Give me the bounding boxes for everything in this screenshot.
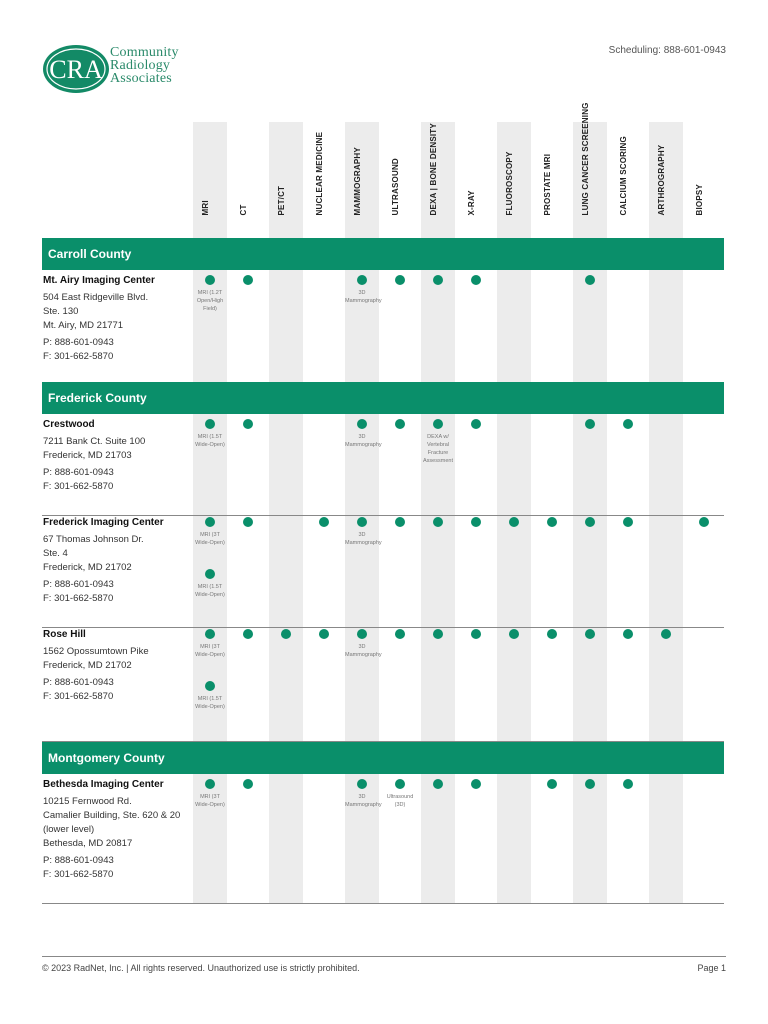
address-line: 10215 Fernwood Rd.	[43, 796, 132, 807]
service-available-dot	[433, 275, 443, 285]
service-available-dot	[623, 629, 633, 639]
service-available-dot	[281, 629, 291, 639]
address-line: 67 Thomas Johnson Dr.	[43, 534, 144, 545]
address-line: 7211 Bank Ct. Suite 100	[43, 436, 146, 447]
service-available-dot	[357, 517, 367, 527]
location-fax: F: 301-662-5870	[43, 869, 114, 880]
location-phone: P: 888-601-0943	[43, 337, 114, 348]
column-header	[685, 122, 723, 222]
location-fax: F: 301-662-5870	[43, 691, 114, 702]
service-available-dot	[357, 629, 367, 639]
location-name: Crestwood	[43, 419, 95, 430]
service-available-dot	[585, 629, 595, 639]
service-available-dot	[433, 779, 443, 789]
service-available-dot	[509, 517, 519, 527]
service-note: MRI (3T Wide-Open)	[195, 532, 225, 546]
service-available-dot	[433, 517, 443, 527]
service-available-dot	[585, 517, 595, 527]
county-header: Montgomery County	[42, 742, 724, 774]
column-header-label: MAMMOGRAPHY	[353, 147, 362, 216]
service-available-dot	[319, 629, 329, 639]
service-note: MRI (3T Wide-Open)	[195, 794, 225, 808]
service-available-dot	[243, 517, 253, 527]
column-header	[267, 122, 305, 222]
location-name: Bethesda Imaging Center	[43, 779, 164, 790]
location-address	[43, 533, 203, 575]
service-note: MRI (3T Wide-Open)	[195, 644, 225, 658]
service-available-dot	[205, 779, 215, 789]
service-note: Ultrasound (3D)	[386, 794, 414, 808]
cra-logo	[42, 42, 202, 96]
service-note: 3D Mammography	[345, 434, 382, 448]
location-address	[43, 291, 203, 333]
column-header-label: PET/CT	[277, 185, 286, 216]
service-available-dot	[585, 275, 595, 285]
service-available-dot	[243, 629, 253, 639]
footer	[42, 956, 726, 973]
logo-line-1: Community	[110, 45, 179, 60]
address-line: Bethesda, MD 20817	[43, 838, 133, 849]
address-line: 504 East Ridgeville Blvd.	[43, 292, 149, 303]
scheduling-phone: Scheduling: 888-601-0943	[608, 45, 726, 56]
location-fax: F: 301-662-5870	[43, 351, 114, 362]
service-note: DEXA w/ Vertebral Fracture Assessment	[423, 434, 453, 464]
column-header-label: LUNG CANCER SCREENING	[581, 102, 590, 216]
location-name: Mt. Airy Imaging Center	[43, 275, 155, 286]
service-available-dot	[433, 629, 443, 639]
service-available-dot	[547, 779, 557, 789]
logo-line-3: Associates	[110, 71, 172, 86]
service-available-dot	[395, 275, 405, 285]
service-available-dot	[395, 419, 405, 429]
service-note: MRI (1.5T Wide-Open)	[195, 434, 225, 448]
service-note: MRI (1.5T Wide-Open)	[195, 696, 225, 710]
service-available-dot	[623, 779, 633, 789]
address-line: Camalier Building, Ste. 620 & 20 (lower level)	[43, 810, 181, 835]
service-available-dot	[471, 629, 481, 639]
location-address	[43, 435, 203, 463]
column-header	[229, 122, 267, 222]
service-available-dot	[471, 275, 481, 285]
service-available-dot	[205, 419, 215, 429]
service-available-dot	[395, 629, 405, 639]
column-header	[647, 122, 685, 222]
column-header-label: DEXA | BONE DENSITY	[429, 123, 438, 216]
service-available-dot	[357, 419, 367, 429]
service-available-dot	[471, 779, 481, 789]
service-available-dot	[205, 681, 215, 691]
column-header	[191, 122, 229, 222]
service-note: 3D Mammography	[345, 794, 382, 808]
column-header-label: BIOPSY	[695, 184, 704, 216]
service-available-dot	[243, 275, 253, 285]
logo-wordmark	[110, 46, 179, 85]
location-name: Rose Hill	[43, 629, 86, 640]
service-available-dot	[357, 275, 367, 285]
column-header	[305, 122, 343, 222]
location-block	[43, 274, 203, 364]
address-line: Frederick, MD 21703	[43, 450, 132, 461]
column-header	[571, 102, 609, 222]
location-block	[43, 418, 203, 494]
column-header	[419, 122, 457, 222]
service-available-dot	[547, 517, 557, 527]
row-divider	[42, 903, 724, 904]
service-available-dot	[433, 419, 443, 429]
address-line: Frederick, MD 21702	[43, 562, 132, 573]
address-line: Mt. Airy, MD 21771	[43, 320, 124, 331]
location-phone: P: 888-601-0943	[43, 677, 114, 688]
location-block	[43, 628, 203, 704]
service-available-dot	[243, 419, 253, 429]
service-available-dot	[205, 629, 215, 639]
location-phone: P: 888-601-0943	[43, 467, 114, 478]
service-note: MRI (1.2T Open/High Field)	[196, 290, 224, 312]
service-available-dot	[585, 779, 595, 789]
location-phone: P: 888-601-0943	[43, 855, 114, 866]
service-available-dot	[471, 419, 481, 429]
column-header	[495, 122, 533, 222]
service-note: 3D Mammography	[345, 290, 382, 304]
column-header	[533, 122, 571, 222]
location-fax: F: 301-662-5870	[43, 481, 114, 492]
service-available-dot	[699, 517, 709, 527]
column-header-label: ARTHROGRAPHY	[657, 144, 666, 216]
location-block	[43, 516, 203, 606]
service-available-dot	[357, 779, 367, 789]
service-available-dot	[395, 517, 405, 527]
service-available-dot	[661, 629, 671, 639]
column-header	[609, 122, 647, 222]
location-fax: F: 301-662-5870	[43, 593, 114, 604]
column-header-label: MRI	[201, 200, 210, 216]
copyright: © 2023 RadNet, Inc. | All rights reserved. Unauthorized use is strictly prohibited.	[42, 963, 360, 973]
column-header-label: X-RAY	[467, 190, 476, 216]
county-header: Frederick County	[42, 382, 724, 414]
column-header-label: CT	[239, 204, 248, 216]
cra-logo-mark	[42, 42, 112, 96]
service-available-dot	[395, 779, 405, 789]
page-number: Page 1	[697, 963, 726, 973]
service-available-dot	[205, 569, 215, 579]
column-header	[457, 122, 495, 222]
service-available-dot	[547, 629, 557, 639]
service-available-dot	[319, 517, 329, 527]
service-available-dot	[623, 517, 633, 527]
column-header-label: FLUOROSCOPY	[505, 151, 514, 216]
county-header: Carroll County	[42, 238, 724, 270]
location-name: Frederick Imaging Center	[43, 517, 164, 528]
address-line: Ste. 4	[43, 548, 68, 559]
service-note: MRI (1.5T Wide-Open)	[195, 584, 225, 598]
address-line: 1562 Opossumtown Pike	[43, 646, 149, 657]
column-header-label: CALCIUM SCORING	[619, 136, 628, 216]
location-address	[43, 645, 203, 673]
address-line: Frederick, MD 21702	[43, 660, 132, 671]
service-available-dot	[585, 419, 595, 429]
service-available-dot	[509, 629, 519, 639]
service-available-dot	[623, 419, 633, 429]
column-header	[381, 122, 419, 222]
column-header-label: NUCLEAR MEDICINE	[315, 131, 324, 216]
column-header-label: PROSTATE MRI	[543, 153, 552, 216]
service-note: 3D Mammography	[345, 644, 382, 658]
logo-letters: CRA	[49, 55, 103, 84]
service-available-dot	[205, 275, 215, 285]
service-available-dot	[471, 517, 481, 527]
service-available-dot	[205, 517, 215, 527]
service-note: 3D Mammography	[345, 532, 382, 546]
logo-line-2: Radiology	[110, 58, 171, 73]
service-available-dot	[243, 779, 253, 789]
location-block	[43, 778, 203, 882]
column-header	[343, 122, 381, 222]
address-line: Ste. 130	[43, 306, 79, 317]
location-phone: P: 888-601-0943	[43, 579, 114, 590]
column-header-label: ULTRASOUND	[391, 158, 400, 216]
location-address	[43, 795, 203, 851]
